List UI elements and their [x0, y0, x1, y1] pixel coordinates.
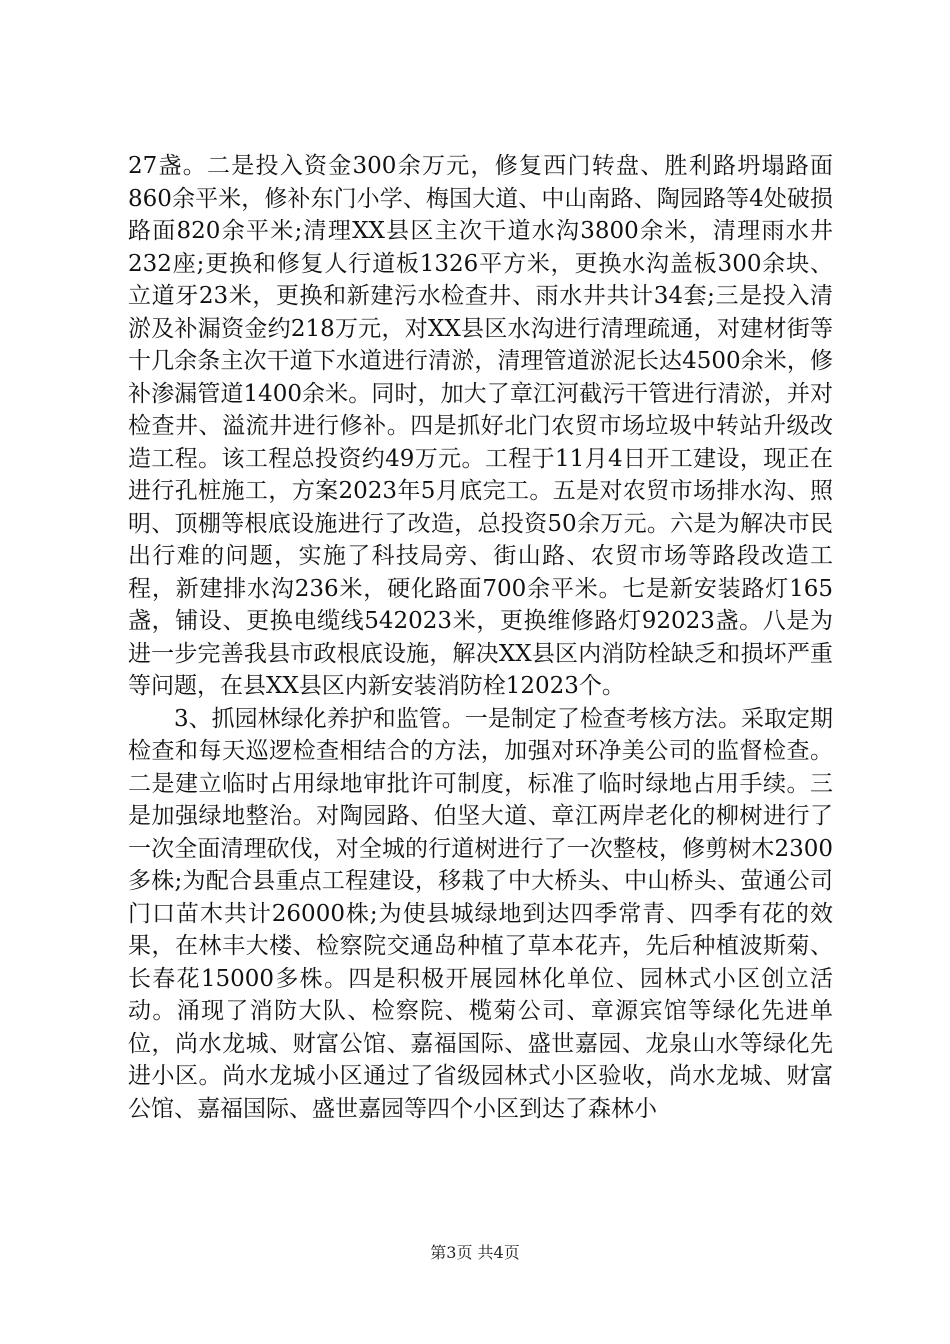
page-number-indicator: 第3页 共4页	[430, 1243, 520, 1262]
document-body	[128, 150, 833, 1125]
body-paragraph-continued: 27盏。二是投入资金300余万元，修复西门转盘、胜利路坍塌路面860余平米，修补东门小学、梅国大道、中山南路、陶园路等4处破损路面820余平米;清理XX县区主次干道水沟3800余米，清理雨水井232座;更换和修复人行道板1326平方米，更换水沟盖板300余块、立道牙23米，更换和新建污水检查井、雨水井共计34套;三是投入清淤及补漏资金约218万元，对XX县区水沟进行清理疏通，对建材街等十几余条主次干道下水道进行清淤，清理管道淤泥长达4500余米，修补渗漏管道1400余米。同时，加大了章江河截污干管进行清淤，并对检查井、溢流井进行修补。四是抓好北门农贸市场垃圾中转站升级改造工程。该工程总投资约49万元。工程于11月4日开工建设，现正在进行孔桩施工，方案2023年5月底完工。五是对农贸市场排水沟、照明、顶棚等根底设施进行了改造，总投资50余万元。六是为解决市民出行难的问题，实施了科技局旁、街山路、农贸市场等路段改造工程，新建排水沟236米，硬化路面700余平米。七是新安装路灯165盏，铺设、更换电缆线542023米，更换维修路灯92023盏。八是为进一步完善我县市政根底设施，解决XX县区内消防栓缺乏和损坏严重等问题，在县XX县区内新安装消防栓12023个。	[128, 153, 833, 699]
page-footer	[0, 1243, 950, 1263]
body-paragraph-landscaping: 3、抓园林绿化养护和监管。一是制定了检查考核方法。采取定期检查和每天巡逻检查相结合的方法，加强对环净美公司的监督检查。二是建立临时占用绿地审批许可制度，标准了临时绿地占用手续。三是加强绿地整治。对陶园路、伯坚大道、章江两岸老化的柳树进行了一次全面清理砍伐，对全城的行道树进行了一次整枝，修剪树木2300多株;为配合县重点工程建设，移栽了中大桥头、中山桥头、萤通公司门口苗木共计26000株;为使县城绿地到达四季常青、四季有花的效果，在林丰大楼、检察院交通岛种植了草本花卉，先后种植波斯菊、长春花15000多株。四是积极开展园林化单位、园林式小区创立活动。涌现了消防大队、检察院、榄菊公司、章源宾馆等绿化先进单位，尚水龙城、财富公馆、嘉福国际、盛世嘉园、龙泉山水等绿化先进小区。尚水龙城小区通过了省级园林式小区验收，尚水龙城、财富公馆、嘉福国际、盛世嘉园等四个小区到达了森林小	[128, 705, 833, 1122]
